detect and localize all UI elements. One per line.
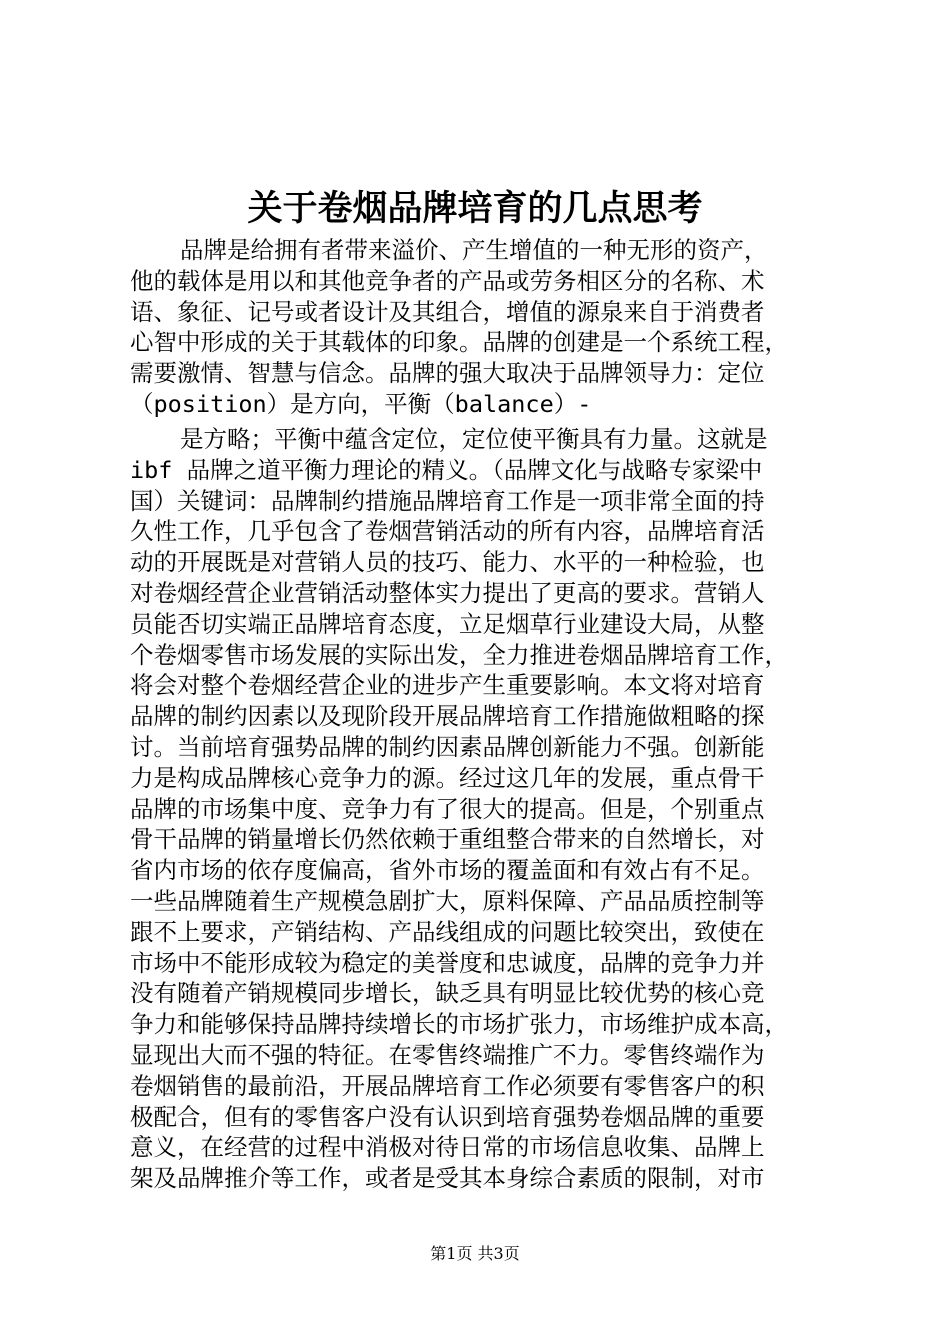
text-line: 语、象征、记号或者设计及其组合，增值的源泉来自于消费者 [130,297,765,326]
paragraph-2 [130,424,840,1194]
page-footer: 第1页 共3页 [430,1244,520,1263]
text-line: 意义，在经营的过程中消极对待日常的市场信息收集、品牌上 [130,1133,765,1162]
text-line: （position）是方向，平衡（balance）- [130,389,592,418]
text-line: 心智中形成的关于其载体的印象。品牌的创建是一个系统工程， [130,328,788,357]
text-line: 国）关键词：品牌制约措施品牌培育工作是一项非常全面的持 [130,486,765,515]
text-line: 架及品牌推介等工作，或者是受其本身综合素质的限制，对市 [130,1164,765,1193]
text-line: 员能否切实端正品牌培育态度，立足烟草行业建设大局，从整 [130,609,765,638]
text-line: 个卷烟零售市场发展的实际出发，全力推进卷烟品牌培育工作， [130,640,788,669]
text-line: 品牌的市场集中度、竞争力有了很大的提高。但是，个别重点 [130,794,765,823]
text-line: 讨。当前培育强势品牌的制约因素品牌创新能力不强。创新能 [130,732,765,761]
text-line: 骨干品牌的销量增长仍然依赖于重组整合带来的自然增长，对 [130,825,765,854]
text-line: 市场中不能形成较为稳定的美誉度和忠诚度，品牌的竞争力并 [130,948,765,977]
text-line: 省内市场的依存度偏高，省外市场的覆盖面和有效占有不足。 [130,856,765,885]
text-line: 跟不上要求，产销结构、产品线组成的问题比较突出，致使在 [130,917,765,946]
text-line: 将会对整个卷烟经营企业的进步产生重要影响。本文将对培育 [130,671,765,700]
text-line: 需要激情、智慧与信念。品牌的强大取决于品牌领导力：定位 [130,359,765,388]
text-line: 他的载体是用以和其他竞争者的产品或劳务相区分的名称、术 [130,266,765,295]
text-line: 动的开展既是对营销人员的技巧、能力、水平的一种检验，也 [130,548,765,577]
document-title: 关于卷烟品牌培育的几点思考 [247,188,703,229]
text-line: 卷烟销售的最前沿，开展品牌培育工作必须要有零售客户的积 [130,1071,765,1100]
text-line: 品牌是给拥有者带来溢价、产生增值的一种无形的资产， [180,236,768,264]
text-line: 没有随着产销规模同步增长，缺乏具有明显比较优势的核心竞 [130,979,765,1008]
text-line: 对卷烟经营企业营销活动整体实力提出了更高的要求。营销人 [130,578,765,607]
text-line: 力是构成品牌核心竞争力的源。经过这几年的发展，重点骨干 [130,763,765,792]
text-line: 品牌的制约因素以及现阶段开展品牌培育工作措施做粗略的探 [130,702,765,731]
paragraph-1 [130,235,840,420]
text-line: 久性工作，几乎包含了卷烟营销活动的所有内容，品牌培育活 [130,517,765,546]
text-line: 争力和能够保持品牌持续增长的市场扩张力，市场维护成本高， [130,1010,788,1039]
text-line: 显现出大而不强的特征。在零售终端推广不力。零售终端作为 [130,1040,765,1069]
text-line: ibf 品牌之道平衡力理论的精义。（品牌文化与战略专家梁中 [130,455,763,484]
text-line: 极配合，但有的零售客户没有认识到培育强势卷烟品牌的重要 [130,1102,765,1131]
text-line: 一些品牌随着生产规模急剧扩大，原料保障、产品品质控制等 [130,886,765,915]
text-line: 是方略；平衡中蕴含定位，定位使平衡具有力量。这就是 [180,425,768,453]
